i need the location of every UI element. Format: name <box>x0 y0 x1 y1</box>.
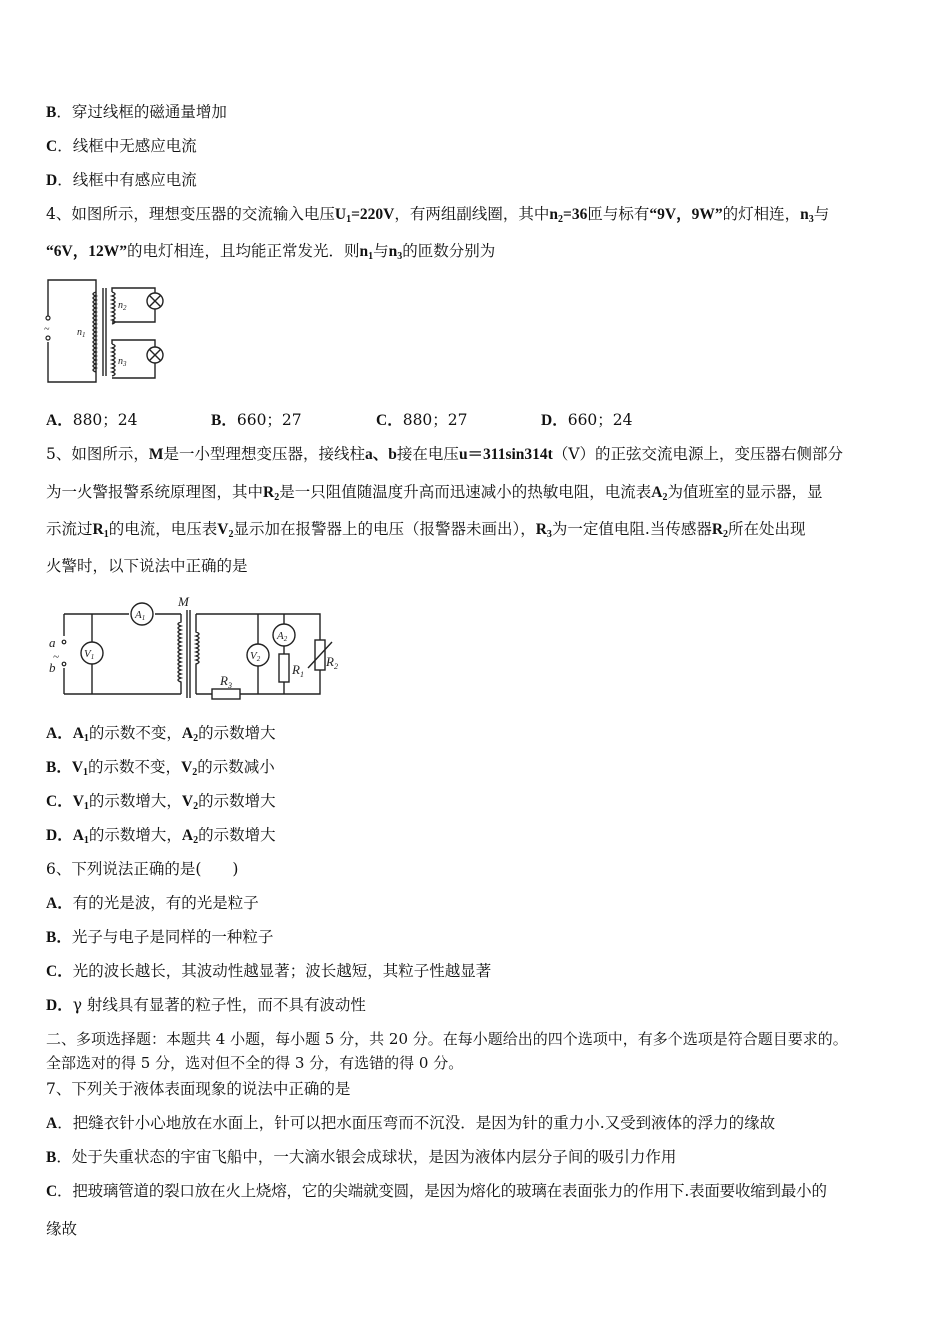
q5-stem-line2: 为一火警报警系统原理图，其中$R_2$是一只阻值随温度升高而迅速减小的热敏电阻，电流表$A_2$为值班室的显示器，显 <box>46 483 823 503</box>
q5-stem-line4: 火警时，以下说法中正确的是 <box>46 557 248 575</box>
q4-stem-line1: 4、如图所示，理想变压器的交流输入电压$U_1=220V$，有两组副线圈，其中$n_2=36$匝与标有“9V，9W”的灯相连，$n_3$与 <box>46 205 830 225</box>
q7-option-c-line2: 缘故 <box>46 1220 78 1238</box>
svg-text:~: ~ <box>44 324 50 335</box>
q6-option-c: C．光的波长越长，其波动性越显著；波长越短，其粒子性越显著 <box>46 962 492 980</box>
svg-text:R3: $R_3$ <box>220 673 232 690</box>
svg-text:R1: $R_1$ <box>292 662 304 679</box>
q6-stem: 6、下列说法正确的是( ) <box>46 860 239 878</box>
svg-text:V2: V2 <box>250 650 261 663</box>
svg-text:R2: $R_2$ <box>326 654 338 671</box>
svg-text:~: ~ <box>53 651 59 663</box>
q5-stem-line1: 5、如图所示，M是一小型理想变压器，接线柱a、b接在电压u＝311sin314t（V）的正弦交流电源上，变压器右侧部分 <box>46 445 844 463</box>
section2-instructions-line1: 二、多项选择题：本题共 4 小题，每小题 5 分，共 20 分。在每小题给出的四个选项中，有多个选项是符合题目要求的。 <box>46 1030 848 1048</box>
q4-option-d: D．660；24 <box>541 411 633 429</box>
q5-option-a: A．$A_1$的示数不变，$A_2$的示数增大 <box>46 724 276 744</box>
svg-text:b: b <box>49 660 56 675</box>
q7-option-a: A．把缝衣针小心地放在水面上，针可以把水面压弯而不沉没．是因为针的重力小.又受到液体的浮力的缘故 <box>46 1114 776 1132</box>
q6-option-a: A．有的光是波，有的光是粒子 <box>46 894 259 912</box>
n3-label: $n_3$ <box>118 356 127 368</box>
resistor-r3 <box>212 689 240 699</box>
q5-stem-line3: 示流过$R_1$的电流，电压表$V_2$显示加在报警器上的电压（报警器未画出），$R_3$为一定值电阻.当传感器$R_2$所在处出现 <box>46 520 806 540</box>
n1-label: $n_1$ <box>77 327 86 339</box>
fire-alarm-circuit-diagram <box>44 592 344 702</box>
q4-option-a: A．880；24 <box>46 411 138 429</box>
q4-options <box>46 410 633 431</box>
q6-option-d: D．γ 射线具有显著的粒子性，而不具有波动性 <box>46 996 366 1014</box>
q3-option-d: D．线框中有感应电流 <box>46 171 197 189</box>
svg-text:M: M <box>178 594 189 609</box>
q3-option-c: C．线框中无感应电流 <box>46 137 197 155</box>
q4-option-b: B．660；27 <box>211 411 302 429</box>
svg-text:a: a <box>49 635 56 650</box>
q4-stem-line2: “6V，12W”的电灯相连，且均能正常发光．则$n_1$与$n_3$的匝数分别为 <box>46 242 496 262</box>
svg-text:A2: A2 <box>277 630 288 643</box>
q5-option-c: C．$V_1$的示数增大，$V_2$的示数增大 <box>46 792 276 812</box>
q7-option-b: B．处于失重状态的宇宙飞船中，一大滴水银会成球状，是因为液体内层分子间的吸引力作用 <box>46 1148 677 1166</box>
q5-option-b: B．$V_1$的示数不变，$V_2$的示数减小 <box>46 758 275 778</box>
q5-option-d: D．$A_1$的示数增大，$A_2$的示数增大 <box>46 826 276 846</box>
q6-option-b: B．光子与电子是同样的一种粒子 <box>46 928 274 946</box>
q7-stem: 7、下列关于液体表面现象的说法中正确的是 <box>46 1080 351 1098</box>
svg-text:V1: V1 <box>84 648 95 661</box>
n2-label: $n_2$ <box>118 300 127 312</box>
q4-option-c: C．880；27 <box>376 411 468 429</box>
svg-text:A1: A1 <box>135 609 146 622</box>
q3-option-b: B．穿过线框的磁通量增加 <box>46 103 227 121</box>
resistor-r1 <box>279 654 289 682</box>
q7-option-c-line1: C．把玻璃管道的裂口放在火上烧熔，它的尖端就变圆，是因为熔化的玻璃在表面张力的作用下.表面要收缩到最小的 <box>46 1182 827 1200</box>
transformer-diagram <box>44 278 174 386</box>
section2-instructions-line2: 全部选对的得 5 分，选对但不全的得 3 分，有选错的得 0 分。 <box>46 1054 464 1072</box>
